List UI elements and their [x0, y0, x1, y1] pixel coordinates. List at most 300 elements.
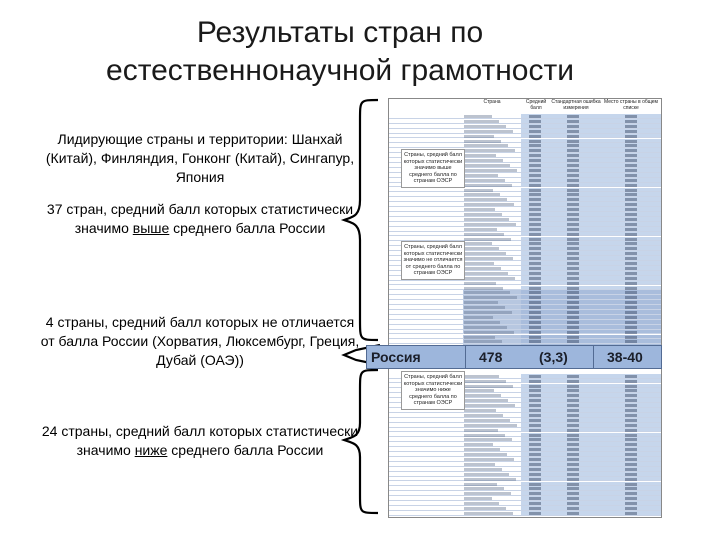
- row-value-text: [625, 115, 637, 118]
- row-value-text: [625, 306, 637, 309]
- row-value-text: [625, 492, 637, 495]
- row-value-text: [567, 443, 579, 446]
- row-value-text: [625, 434, 637, 437]
- row-value-text: [567, 184, 579, 187]
- row-value-text: [567, 409, 579, 412]
- row-country-text: [464, 164, 510, 167]
- row-value-text: [625, 130, 637, 133]
- row-value-text: [529, 512, 541, 515]
- row-data-cell: [521, 467, 661, 471]
- row-value-text: [625, 242, 637, 245]
- row-data-cell: [521, 261, 661, 265]
- row-value-text: [529, 434, 541, 437]
- row-country-text: [464, 130, 513, 133]
- row-value-text: [625, 409, 637, 412]
- row-country-text: [464, 120, 499, 123]
- row-value-text: [529, 311, 541, 314]
- row-value-text: [529, 189, 541, 192]
- row-value-text: [567, 336, 579, 339]
- row-value-text: [567, 483, 579, 486]
- row-data-cell: [521, 286, 661, 290]
- row-value-text: [625, 473, 637, 476]
- row-value-text: [625, 257, 637, 260]
- row-country-text: [464, 414, 503, 417]
- row-country-text: [464, 218, 509, 221]
- row-value-text: [567, 404, 579, 407]
- row-value-text: [529, 301, 541, 304]
- row-value-text: [625, 120, 637, 123]
- row-data-cell: [521, 207, 661, 211]
- row-value-text: [625, 213, 637, 216]
- row-country-text: [464, 311, 512, 314]
- row-value-text: [567, 414, 579, 417]
- row-data-cell: [521, 197, 661, 201]
- row-value-text: [625, 429, 637, 432]
- row-value-text: [529, 429, 541, 432]
- row-value-text: [567, 213, 579, 216]
- row-value-text: [567, 487, 579, 490]
- row-country-text: [464, 189, 493, 192]
- row-country-text: [464, 228, 497, 231]
- row-value-text: [567, 502, 579, 505]
- row-value-text: [529, 497, 541, 500]
- row-country-text: [464, 169, 517, 172]
- row-value-text: [625, 125, 637, 128]
- row-value-text: [529, 242, 541, 245]
- row-data-cell: [521, 158, 661, 162]
- russia-row: [366, 345, 662, 369]
- row-country-text: [464, 184, 512, 187]
- row-value-text: [529, 198, 541, 201]
- below-note-suffix: среднего балла России: [167, 442, 324, 458]
- russia-se: (3,3): [539, 349, 568, 365]
- slide-title: [60, 14, 620, 90]
- row-value-text: [625, 399, 637, 402]
- row-value-text: [529, 130, 541, 133]
- below-note-prefix: 24 страны, средний балл которых статистически значимо: [41, 423, 359, 458]
- row-value-text: [567, 144, 579, 147]
- row-value-text: [567, 203, 579, 206]
- row-country-text: [464, 316, 493, 319]
- row-value-text: [529, 385, 541, 388]
- row-value-text: [625, 267, 637, 270]
- row-value-text: [567, 301, 579, 304]
- row-country-text: [464, 174, 498, 177]
- row-value-text: [529, 458, 541, 461]
- row-data-cell: [521, 246, 661, 250]
- row-country-text: [464, 257, 513, 260]
- row-data-cell: [521, 335, 661, 339]
- row-value-text: [529, 135, 541, 138]
- row-value-text: [567, 438, 579, 441]
- row-value-text: [567, 448, 579, 451]
- row-country-text: [464, 282, 496, 285]
- row-value-text: [529, 115, 541, 118]
- row-data-cell: [521, 295, 661, 299]
- brace-below: [344, 370, 378, 513]
- results-table: [388, 98, 662, 518]
- row-data-cell: [521, 227, 661, 231]
- row-value-text: [529, 306, 541, 309]
- row-value-text: [529, 487, 541, 490]
- row-value-text: [529, 174, 541, 177]
- row-data-cell: [521, 237, 661, 241]
- row-country-text: [464, 115, 492, 118]
- row-country-text: [464, 424, 517, 427]
- row-data-cell: [521, 447, 661, 451]
- row-value-text: [567, 326, 579, 329]
- row-data-cell: [521, 442, 661, 446]
- row-data-cell: [521, 183, 661, 187]
- leaders-note: Лидирующие страны и территории: Шанхай (Китай), Финляндия, Гонконг (Китай), Сингапур, Япония: [45, 131, 355, 185]
- row-value-text: [567, 296, 579, 299]
- row-country-text: [464, 208, 495, 211]
- row-data-cell: [521, 178, 661, 182]
- row-value-text: [625, 140, 637, 143]
- row-country-text: [464, 404, 515, 407]
- row-value-text: [567, 311, 579, 314]
- row-value-text: [529, 140, 541, 143]
- row-value-text: [529, 448, 541, 451]
- row-value-text: [567, 291, 579, 294]
- row-value-text: [625, 438, 637, 441]
- row-value-text: [567, 125, 579, 128]
- row-value-text: [625, 272, 637, 275]
- row-value-text: [625, 424, 637, 427]
- row-value-text: [529, 120, 541, 123]
- row-value-text: [529, 443, 541, 446]
- table-row: [389, 511, 661, 516]
- row-country-text: [464, 468, 502, 471]
- row-value-text: [529, 507, 541, 510]
- row-data-cell: [521, 114, 661, 118]
- row-value-text: [625, 311, 637, 314]
- row-data-cell: [521, 501, 661, 505]
- group-label-below: Страны, средний балл которых статистически значимо ниже среднего балла по странам ОЭСР: [401, 371, 465, 410]
- russia-rank: 38-40: [607, 349, 643, 365]
- row-value-text: [529, 492, 541, 495]
- row-value-text: [625, 277, 637, 280]
- row-value-text: [567, 228, 579, 231]
- row-value-text: [625, 487, 637, 490]
- row-data-cell: [521, 339, 661, 343]
- row-value-text: [625, 389, 637, 392]
- row-value-text: [625, 340, 637, 343]
- row-value-text: [529, 502, 541, 505]
- row-value-text: [567, 463, 579, 466]
- row-value-text: [529, 228, 541, 231]
- row-data-cell: [521, 315, 661, 319]
- row-value-text: [625, 380, 637, 383]
- row-data-cell: [521, 124, 661, 128]
- row-value-text: [567, 154, 579, 157]
- row-country-text: [464, 512, 513, 515]
- row-value-text: [625, 189, 637, 192]
- row-country-text: [464, 252, 506, 255]
- row-data-cell: [521, 408, 661, 412]
- row-country-text: [464, 458, 514, 461]
- row-country-text: [464, 242, 492, 245]
- row-value-text: [529, 233, 541, 236]
- row-data-cell: [521, 134, 661, 138]
- row-data-cell: [521, 232, 661, 236]
- row-value-text: [625, 262, 637, 265]
- row-data-cell: [521, 506, 661, 510]
- row-country-text: [464, 340, 502, 343]
- row-data-cell: [521, 310, 661, 314]
- row-value-text: [567, 331, 579, 334]
- row-country-text: [464, 179, 505, 182]
- row-value-text: [567, 419, 579, 422]
- row-country-text: [464, 375, 499, 378]
- row-value-text: [529, 287, 541, 290]
- row-data-cell: [521, 163, 661, 167]
- row-value-text: [567, 287, 579, 290]
- row-value-text: [567, 252, 579, 255]
- brace-above: [344, 100, 378, 340]
- row-value-text: [529, 203, 541, 206]
- row-country-text: [464, 125, 506, 128]
- row-data-cell: [521, 217, 661, 221]
- row-value-text: [567, 179, 579, 182]
- row-value-text: [625, 443, 637, 446]
- row-value-text: [567, 208, 579, 211]
- row-value-text: [567, 193, 579, 196]
- row-data-cell: [521, 188, 661, 192]
- row-value-text: [625, 223, 637, 226]
- group-label-above: Страны, средний балл которых статистически значимо выше среднего балла по странам ОЭСР: [401, 149, 465, 188]
- row-value-text: [529, 208, 541, 211]
- row-value-text: [529, 223, 541, 226]
- row-value-text: [625, 326, 637, 329]
- row-data-cell: [521, 153, 661, 157]
- row-value-text: [567, 238, 579, 241]
- row-value-text: [625, 453, 637, 456]
- row-value-text: [567, 140, 579, 143]
- row-data-cell: [521, 462, 661, 466]
- row-value-text: [625, 291, 637, 294]
- row-value-text: [625, 394, 637, 397]
- row-value-text: [567, 340, 579, 343]
- header-score: Средний балл: [525, 99, 547, 111]
- row-country-text: [464, 429, 498, 432]
- row-value-text: [529, 438, 541, 441]
- row-country-text: [464, 223, 516, 226]
- row-value-text: [625, 385, 637, 388]
- row-data-cell: [521, 251, 661, 255]
- row-data-cell: [521, 168, 661, 172]
- row-value-text: [567, 135, 579, 138]
- row-value-text: [529, 389, 541, 392]
- row-value-text: [529, 149, 541, 152]
- row-value-text: [529, 252, 541, 255]
- row-value-text: [529, 154, 541, 157]
- row-value-text: [567, 389, 579, 392]
- row-country-text: [464, 326, 507, 329]
- row-data-cell: [521, 482, 661, 486]
- row-country-text: [464, 448, 500, 451]
- row-data-cell: [521, 148, 661, 152]
- row-value-text: [567, 316, 579, 319]
- row-value-text: [625, 458, 637, 461]
- row-country-text: [464, 267, 501, 270]
- row-value-text: [529, 340, 541, 343]
- row-country-text: [464, 135, 494, 138]
- row-value-text: [529, 424, 541, 427]
- row-data-cell: [521, 413, 661, 417]
- row-data-cell: [521, 428, 661, 432]
- row-data-cell: [521, 491, 661, 495]
- row-value-text: [625, 483, 637, 486]
- row-data-cell: [521, 143, 661, 147]
- row-country-text: [464, 409, 496, 412]
- row-country-text: [464, 336, 495, 339]
- row-data-cell: [521, 320, 661, 324]
- row-value-text: [567, 233, 579, 236]
- row-value-text: [529, 272, 541, 275]
- row-value-text: [567, 164, 579, 167]
- row-value-text: [625, 336, 637, 339]
- row-data-cell: [521, 192, 661, 196]
- row-country-text: [464, 198, 507, 201]
- header-country: Страна: [483, 99, 501, 105]
- row-country-text: [464, 277, 515, 280]
- row-value-text: [567, 429, 579, 432]
- row-value-text: [625, 448, 637, 451]
- row-value-text: [529, 468, 541, 471]
- row-country-text: [464, 193, 500, 196]
- row-value-text: [625, 331, 637, 334]
- row-value-text: [529, 164, 541, 167]
- row-value-text: [625, 282, 637, 285]
- row-country-text: [464, 419, 510, 422]
- row-country-text: [464, 473, 509, 476]
- row-value-text: [529, 483, 541, 486]
- row-value-text: [567, 198, 579, 201]
- row-value-text: [529, 184, 541, 187]
- header-se: Стандартная ошибка измерения: [551, 99, 601, 111]
- row-value-text: [567, 159, 579, 162]
- row-country-text: [464, 331, 514, 334]
- row-value-text: [567, 115, 579, 118]
- row-value-text: [625, 316, 637, 319]
- row-value-text: [529, 394, 541, 397]
- above-note: [40, 200, 360, 238]
- row-data-cell: [521, 384, 661, 388]
- row-country-text: [464, 149, 515, 152]
- row-data-cell: [521, 496, 661, 500]
- row-value-text: [529, 473, 541, 476]
- title-line-2: естественнонаучной грамотности: [106, 54, 574, 87]
- row-country-text: [464, 438, 512, 441]
- row-value-text: [529, 238, 541, 241]
- row-data-cell: [521, 256, 661, 260]
- row-value-text: [567, 453, 579, 456]
- row-country-text: [464, 272, 508, 275]
- row-data-cell: [521, 433, 661, 437]
- row-data-cell: [521, 437, 661, 441]
- row-value-text: [567, 120, 579, 123]
- row-country-text: [464, 306, 505, 309]
- row-data-cell: [521, 276, 661, 280]
- group-label-same: Страны, средний балл которых статистически значимо не отличается от среднего балла по странам ОЭСР: [401, 241, 465, 280]
- row-value-text: [529, 375, 541, 378]
- row-data-cell: [521, 173, 661, 177]
- row-country-text: [464, 233, 504, 236]
- row-value-text: [567, 321, 579, 324]
- row-country-text: [464, 478, 516, 481]
- row-value-text: [625, 419, 637, 422]
- row-country-text: [464, 144, 508, 147]
- row-value-text: [567, 492, 579, 495]
- russia-name: Россия: [371, 349, 421, 365]
- row-value-text: [529, 247, 541, 250]
- row-value-text: [567, 458, 579, 461]
- row-data-cell: [521, 388, 661, 392]
- row-value-text: [567, 394, 579, 397]
- row-value-text: [625, 169, 637, 172]
- row-value-text: [625, 228, 637, 231]
- row-country-text: [464, 262, 494, 265]
- row-data-cell: [521, 212, 661, 216]
- row-value-text: [529, 419, 541, 422]
- row-value-text: [625, 203, 637, 206]
- row-value-text: [625, 252, 637, 255]
- row-value-text: [625, 512, 637, 515]
- row-country-text: [464, 247, 499, 250]
- row-value-text: [625, 238, 637, 241]
- row-value-text: [529, 399, 541, 402]
- row-value-text: [529, 478, 541, 481]
- row-value-text: [529, 257, 541, 260]
- row-value-text: [625, 184, 637, 187]
- row-value-text: [567, 507, 579, 510]
- title-line-1: Результаты стран по: [196, 16, 484, 49]
- header-rank: Место страны в общем списке: [604, 99, 658, 111]
- row-country-text: [464, 487, 504, 490]
- row-country-text: [464, 301, 498, 304]
- row-value-text: [567, 223, 579, 226]
- row-value-text: [529, 326, 541, 329]
- row-value-text: [625, 149, 637, 152]
- row-value-text: [625, 414, 637, 417]
- row-country-text: [464, 394, 501, 397]
- row-value-text: [625, 301, 637, 304]
- row-value-text: [529, 218, 541, 221]
- row-value-text: [625, 164, 637, 167]
- row-country-text: [464, 238, 511, 241]
- row-value-text: [625, 321, 637, 324]
- row-value-text: [567, 242, 579, 245]
- row-country-text: [464, 213, 502, 216]
- row-value-text: [567, 473, 579, 476]
- group-braces: [330, 95, 390, 520]
- row-data-cell: [521, 398, 661, 402]
- row-value-text: [529, 380, 541, 383]
- same-note: 4 страны, средний балл которых не отличается от балла России (Хорватия, Люксембург, Греция, Дубай (ОАЭ)): [40, 314, 360, 368]
- row-value-text: [567, 218, 579, 221]
- row-value-text: [625, 218, 637, 221]
- row-country-text: [464, 463, 495, 466]
- row-value-text: [529, 169, 541, 172]
- row-value-text: [625, 154, 637, 157]
- row-data-cell: [521, 423, 661, 427]
- row-data-cell: [521, 241, 661, 245]
- row-country-text: [464, 203, 514, 206]
- row-country-text: [464, 321, 500, 324]
- row-value-text: [625, 208, 637, 211]
- row-value-text: [529, 336, 541, 339]
